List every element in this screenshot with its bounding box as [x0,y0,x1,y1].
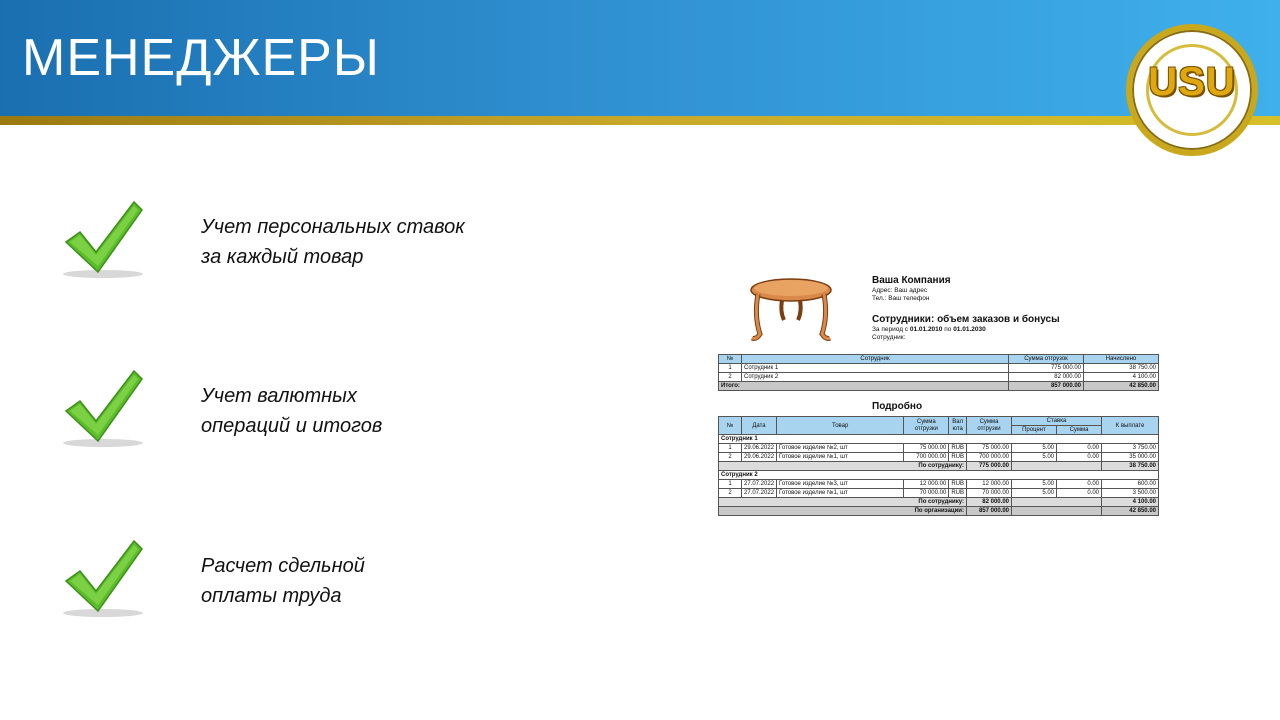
cell: 2 [719,373,742,382]
feature-text [201,551,365,611]
table-row [719,373,1159,382]
employee-label: Сотрудник: [872,334,906,341]
summary-header: Сотрудник [742,355,1009,364]
feature-line: операций и итогов [201,415,383,437]
detail-header: Вал юта [949,417,967,435]
detail-header: № [719,417,742,435]
report-document [718,268,1160,528]
feature-text [201,212,465,272]
checkmark-icon [58,200,148,280]
cell: 5.00 [1012,480,1057,489]
company-name: Ваша Компания [872,275,951,286]
feature-text [201,381,382,441]
cell: 5.00 [1012,444,1057,453]
cell: Сотрудник 2 [719,471,1159,480]
cell: Готовое изделие №1, шт [777,489,904,498]
header-banner [0,0,1280,116]
summary-header: Сумма отгрузок [1009,355,1084,364]
cell: 775 000.00 [1009,364,1084,373]
subtotal-row [719,462,1159,471]
cell: 4 100.00 [1102,498,1159,507]
cell: 27.07.2022 [742,489,777,498]
group-row [719,471,1159,480]
report-period [872,326,986,342]
cell: 3 500.00 [1102,489,1159,498]
cell: 600.00 [1102,480,1159,489]
cell: 27.07.2022 [742,480,777,489]
table-row [719,480,1159,489]
cell: 857 000.00 [1009,382,1084,391]
cell: 700 000.00 [967,453,1012,462]
cell: 70 000.00 [967,489,1012,498]
cell: 29.06.2022 [742,444,777,453]
feature-line: Расчет сдельной [201,555,365,577]
table-row [719,364,1159,373]
feature-line: оплаты труда [201,585,342,607]
cell: RUB [949,444,967,453]
detail-header: К выплате [1102,417,1159,435]
summary-table [718,354,1159,391]
cell: 1 [719,364,742,373]
cell: Сотрудник 2 [742,373,1009,382]
cell: 0.00 [1057,489,1102,498]
cell: 12 000.00 [904,480,949,489]
cell: 775 000.00 [967,462,1012,471]
cell: По организации: [719,507,967,516]
cell: Сотрудник 1 [742,364,1009,373]
cell: 0.00 [1057,453,1102,462]
cell: 2 [719,489,742,498]
cell: 75 000.00 [967,444,1012,453]
group-row [719,435,1159,444]
detail-header: Сумма отгрузки [967,417,1012,435]
detail-header: Сумма отгрузки [904,417,949,435]
cell: 70 000.00 [904,489,949,498]
cell [1012,462,1102,471]
page-title: МЕНЕДЖЕРЫ [22,29,380,87]
detail-table [718,416,1159,516]
cell: 4 100.00 [1084,373,1159,382]
cell: RUB [949,453,967,462]
report-title: Сотрудники: объем заказов и бонусы [872,314,1060,325]
cell: 1 [719,480,742,489]
feature-line: Учет персональных ставок [201,216,465,238]
period-from: 01.01.2010 [909,326,943,333]
usu-logo [1126,24,1258,156]
feature-item [0,539,600,629]
cell: Итого: [719,382,1009,391]
cell: 1 [719,444,742,453]
cell: 38 750.00 [1102,462,1159,471]
table-row [719,489,1159,498]
cell: 3 750.00 [1102,444,1159,453]
detail-header: Дата [742,417,777,435]
cell: Готовое изделие №3, шт [777,480,904,489]
detail-header: Процент [1012,426,1057,435]
cell: Сотрудник 1 [719,435,1159,444]
company-phone: Тел.: Ваш телефон [872,295,930,302]
period-to: 01.01.2030 [953,326,986,333]
period-prefix: За период с [872,326,909,333]
subtotal-row [719,498,1159,507]
detail-header: Сумма [1057,426,1102,435]
cell: Готовое изделие №1, шт [777,453,904,462]
cell: 0.00 [1057,480,1102,489]
cell: RUB [949,489,967,498]
cell [1012,498,1102,507]
cell: 0.00 [1057,444,1102,453]
cell: 38 750.00 [1084,364,1159,373]
checkmark-icon [58,539,148,619]
org-total-row [719,507,1159,516]
cell: 42 850.00 [1084,382,1159,391]
period-mid: по [944,326,952,333]
total-row [719,382,1159,391]
cell: По сотруднику: [719,498,967,507]
table-row [719,453,1159,462]
detail-header: Товар [777,417,904,435]
cell: RUB [949,480,967,489]
gold-divider [0,116,1280,125]
feature-line: за каждый товар [201,246,364,268]
detail-title: Подробно [872,401,923,412]
company-address: Адрес: Ваш адрес [872,287,928,294]
feature-line: Учет валютных [201,385,357,407]
cell: 35 000.00 [1102,453,1159,462]
cell: 5.00 [1012,489,1057,498]
table-row [719,444,1159,453]
cell: 2 [719,453,742,462]
detail-header: Ставка [1012,417,1102,426]
cell: 82 000.00 [1009,373,1084,382]
cell: 82 000.00 [967,498,1012,507]
cell: 42 850.00 [1102,507,1159,516]
summary-header: Начислено [1084,355,1159,364]
cell: 12 000.00 [967,480,1012,489]
cell: 700 000.00 [904,453,949,462]
logo-text: USU [1148,60,1236,104]
cell: 857 000.00 [967,507,1012,516]
summary-header: № [719,355,742,364]
feature-item [0,369,600,459]
cell: 5.00 [1012,453,1057,462]
cell: Готовое изделие №2, шт [777,444,904,453]
cell: 75 000.00 [904,444,949,453]
cell: По сотруднику: [719,462,967,471]
feature-item [0,200,600,290]
cell [1012,507,1102,516]
table-furniture-icon [748,276,834,344]
checkmark-icon [58,369,148,449]
company-contacts [872,287,929,303]
cell: 29.06.2022 [742,453,777,462]
